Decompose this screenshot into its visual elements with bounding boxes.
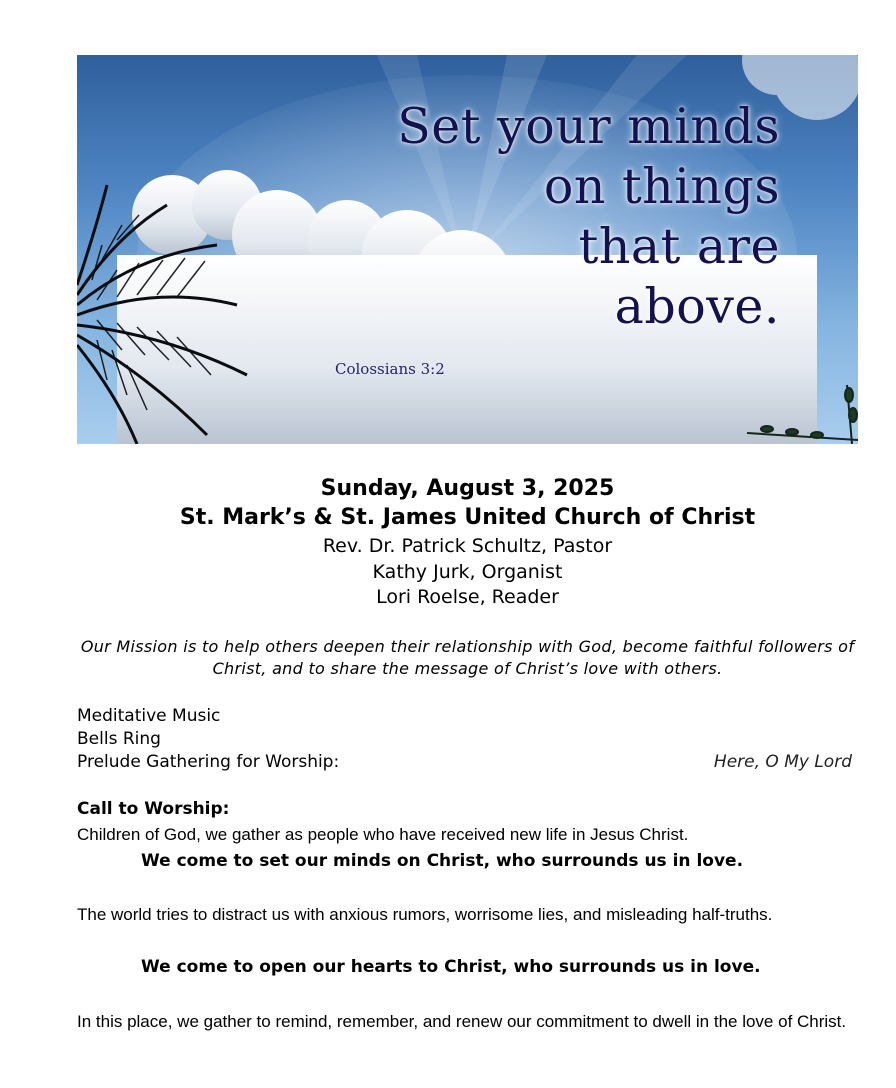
banner-verse-reference: Colossians 3:2 bbox=[335, 360, 445, 378]
bells-ring-item: Bells Ring bbox=[77, 729, 161, 749]
leader-line-2: The world tries to distract us with anxious rumors, worrisome lies, and misleading half-truths. bbox=[77, 905, 773, 924]
organist-line: Kathy Jurk, Organist bbox=[372, 561, 563, 583]
people-response-2: We come to open our hearts to Christ, who surrounds us in love. bbox=[141, 957, 761, 977]
banner-line-3: that are bbox=[578, 218, 780, 275]
people-response-1: We come to set our minds on Christ, who surrounds us in love. bbox=[141, 851, 744, 871]
banner-line-4: above. bbox=[614, 278, 780, 335]
reader-line: Lori Roelse, Reader bbox=[376, 586, 559, 608]
leader-line-3: In this place, we gather to remind, remember, and renew our commitment to dwell in the love of Christ. bbox=[77, 1012, 847, 1031]
banner-scripture-text bbox=[397, 97, 780, 337]
scripture-banner-image bbox=[77, 55, 858, 444]
mission-statement: Our Mission is to help others deepen their relationship with God, become faithful followers of Christ, and to share the message of Christ’s love with others. bbox=[80, 637, 855, 678]
prelude-label: Prelude Gathering for Worship: bbox=[77, 752, 340, 772]
prelude-title: Here, O My Lord bbox=[713, 752, 852, 772]
meditative-music-item: Meditative Music bbox=[77, 706, 221, 726]
service-date: Sunday, August 3, 2025 bbox=[320, 476, 615, 501]
banner-line-1: Set your minds bbox=[397, 98, 780, 155]
church-name: St. Mark’s & St. James United Church of Christ bbox=[179, 505, 756, 530]
leader-line-1: Children of God, we gather as people who have received new life in Jesus Christ. bbox=[77, 825, 689, 844]
call-to-worship-heading: Call to Worship: bbox=[77, 799, 230, 819]
banner-line-2: on things bbox=[543, 158, 780, 215]
pastor-line: Rev. Dr. Patrick Schultz, Pastor bbox=[322, 535, 613, 557]
